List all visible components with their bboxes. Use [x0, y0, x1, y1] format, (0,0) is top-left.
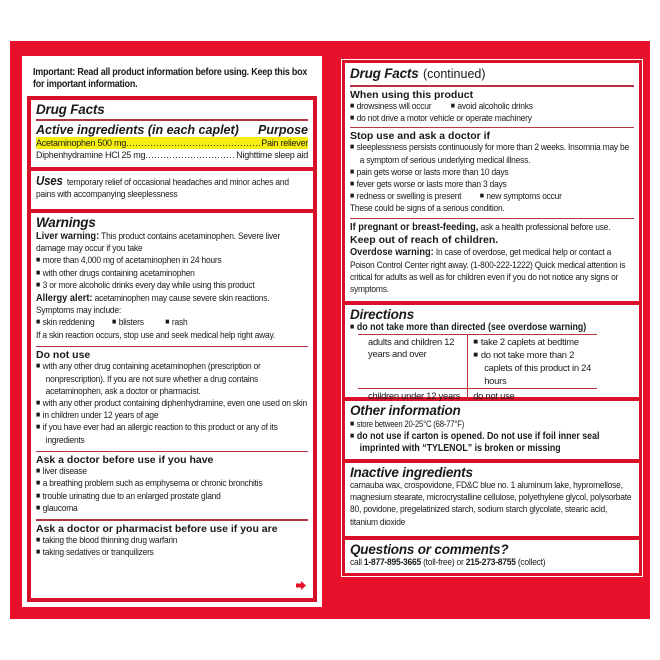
ask-pharmacist-bullet: ■ taking sedatives or tranquilizers [36, 547, 308, 559]
drug-facts-frame [27, 96, 317, 602]
pregnant-label: If pregnant or breast-feeding, [350, 221, 479, 234]
stop-use-bullet: ■ pain gets worse or lasts more than 10 days [350, 167, 634, 179]
divider [350, 85, 634, 87]
drug-facts-title: Drug Facts [350, 66, 419, 81]
uses-box [31, 171, 313, 209]
ask-doctor-heading: Ask a doctor before use if you have [36, 454, 214, 467]
collect-note: (collect) [517, 557, 546, 568]
stop-use-bullet: ■ redness or swelling is present [350, 191, 478, 203]
divider [350, 127, 634, 129]
warnings-continued-box [345, 63, 639, 301]
directions-main-bullet: ■ do not take more than directed (see overdose warning) [350, 322, 634, 334]
purpose-heading: Purpose [257, 122, 308, 137]
left-panel [22, 56, 322, 607]
allergy-alert-label: Allergy alert: [36, 292, 93, 305]
stop-use-bullet: ■ sleeplessness persists continuously for more than 2 weeks. Insomnia may be a symptom of serious underlying medical illness. [350, 142, 634, 166]
active-ingredients-header [36, 123, 308, 137]
active-ingredients-box [31, 100, 313, 167]
warnings-heading: Warnings [36, 215, 96, 230]
stop-use-inline-bullets [350, 191, 634, 203]
toll-free-phone[interactable]: 1-877-895-3665 [363, 557, 421, 568]
when-using-bullet: ■ avoid alcoholic drinks [451, 101, 533, 113]
symptom-item: ■ rash [165, 317, 187, 329]
pregnant-warning [350, 221, 634, 234]
drug-facts-continued-frame [341, 59, 643, 577]
stop-use-bullet: ■ new symptoms occur [480, 191, 562, 203]
ingredient-name: Acetaminophen 500 mg [36, 137, 127, 148]
other-info-bullet: ■ store between 20-25°C (68-77°F) [350, 418, 634, 431]
inactive-ingredients-text: carnauba wax, crospovidone, FD&C blue no. 1 aluminum lake, hypromellose, magnesium stearate, microcrystalline cellulose, polyethylene glycol, polysorbate 80, povidone, pregelatinized starch, sodium starch glycolate, stearic acid, titanium dioxide [350, 480, 632, 528]
ask-pharmacist-bullet: ■ taking the blood thinning drug warfarin [36, 535, 308, 547]
warnings-box [31, 213, 313, 598]
other-information-heading: Other information [350, 403, 461, 418]
uses-text-block [36, 173, 308, 201]
arrow-right-icon [296, 581, 306, 590]
directions-row-adults [358, 335, 597, 389]
active-ingredients-heading: Active ingredients (in each caplet) [36, 122, 239, 137]
liver-warning-label: Liver warning: [36, 230, 100, 242]
ask-pharmacist-heading: Ask a doctor or pharmacist before use if you are [36, 522, 278, 535]
ingredient-purpose: Pain reliever [261, 137, 308, 148]
stop-use-bullet: ■ fever gets worse or lasts more than 3 days [350, 179, 634, 191]
directions-table [358, 334, 597, 404]
liver-warning-text: This product contains acetaminophen. Severe liver damage may occur if you take [36, 231, 280, 255]
ask-doctor-bullet: ■ liver disease [36, 466, 308, 478]
inactive-ingredients-box [345, 463, 639, 536]
uses-heading: Uses [36, 173, 63, 188]
uses-text: temporary relief of occasional headaches and minor aches and pains with accompanying sleeplessness [36, 177, 289, 201]
liver-bullet: ■ with other drugs containing acetaminophen [36, 268, 308, 280]
allergy-alert [36, 292, 308, 317]
important-note: Important: Read all product information before using. Keep this box for important information. [33, 67, 308, 90]
allergy-symptoms [36, 317, 308, 329]
questions-heading: Questions or comments? [350, 542, 509, 557]
do-not-use-bullet: ■ in children under 12 years of age [36, 410, 308, 422]
divider [36, 119, 308, 121]
do-not-use-bullet: ■ if you have ever had an allergic reaction to this product or any of its ingredients [36, 422, 308, 446]
when-using-bullet: ■ do not drive a motor vehicle or operate machinery [350, 113, 634, 125]
questions-box [345, 540, 639, 573]
do-not-use-heading: Do not use [36, 349, 91, 362]
when-using-heading: When using this product [350, 88, 474, 101]
dosage-instructions: do not use [473, 389, 515, 401]
divider [36, 346, 308, 348]
toll-free-note: (toll-free) or [423, 557, 464, 568]
divider [36, 451, 308, 453]
dosage-instructions [468, 335, 597, 389]
when-using-inline-bullets [350, 101, 634, 113]
inactive-ingredients-heading: Inactive ingredients [350, 465, 473, 480]
ingredient-row-acetaminophen [36, 137, 308, 149]
continued-title [350, 65, 634, 83]
collect-phone[interactable]: 215-273-8755 [465, 557, 516, 568]
drug-facts-title: Drug Facts [36, 102, 105, 117]
pregnant-text: ask a health professional before use. [480, 222, 611, 234]
ask-doctor-bullet: ■ a breathing problem such as emphysema or chronic bronchitis [36, 478, 308, 490]
ingredient-name: Diphenhydramine HCl 25 mg [36, 149, 146, 160]
when-using-bullet: ■ drowsiness will occur [350, 101, 449, 113]
overdose-label: Overdose warning: [350, 246, 434, 259]
right-panel [339, 57, 645, 579]
liver-warning [36, 230, 308, 255]
directions-box [345, 305, 639, 401]
do-not-use-bullet: ■ with any other product containing diphenhydramine, even one used on skin [36, 398, 308, 410]
liver-bullet: ■ 3 or more alcoholic drinks every day while using this product [36, 280, 308, 292]
divider [36, 519, 308, 521]
questions-contact [350, 557, 634, 569]
overdose-warning [350, 246, 634, 296]
dosage-bullet: ■ do not take more than 2 caplets of this product in 24 hours [473, 349, 591, 387]
other-info-bullet: ■ do not use if carton is opened. Do not use if foil inner seal imprinted with “TYLENOL” is broken or missing [350, 431, 634, 455]
keep-out-of-reach: Keep out of reach of children. [350, 234, 499, 247]
allergy-alert-text: acetaminophen may cause severe skin reactions. Symptoms may include: [36, 293, 270, 317]
divider [350, 218, 634, 220]
ingredient-purpose: Nighttime sleep aid [236, 149, 308, 160]
symptom-item: ■ blisters [112, 317, 163, 329]
stop-use-heading: Stop use and ask a doctor if [350, 130, 491, 143]
ask-doctor-bullet: ■ trouble urinating due to an enlarged prostate gland [36, 491, 308, 503]
overdose-text: In case of overdose, get medical help or contact a Poison Control Center right away. (1-800-222-1222) Quick medical attention is critical for adults as well as for children even if you do not notice any signs or symptoms. [350, 247, 626, 295]
other-information-box [345, 401, 639, 459]
do-not-use-bullet: ■ with any other drug containing acetaminophen (prescription or nonprescription). If you are not sure whether a drug contains acetaminophen, ask a doctor or pharmacist. [36, 361, 308, 398]
continued-suffix: (continued) [422, 67, 486, 81]
leader-dots [145, 149, 236, 161]
directions-heading: Directions [350, 307, 415, 322]
stop-use-footer: These could be signs of a serious condition. [350, 203, 505, 215]
age-group: children under 12 years [358, 388, 468, 403]
liver-bullet: ■ more than 4,000 mg of acetaminophen in 24 hours [36, 255, 308, 267]
call-prefix: call [350, 557, 362, 568]
ask-doctor-bullet: ■ glaucoma [36, 503, 308, 515]
symptom-item: ■ skin reddening [36, 317, 110, 329]
dosage-bullet: ■ take 2 caplets at bedtime [473, 336, 591, 349]
ingredient-row-diphenhydramine [36, 149, 308, 161]
age-group: adults and children 12 years and over [358, 335, 468, 389]
allergy-footer: If a skin reaction occurs, stop use and seek medical help right away. [36, 329, 276, 341]
leader-dots [126, 137, 261, 149]
